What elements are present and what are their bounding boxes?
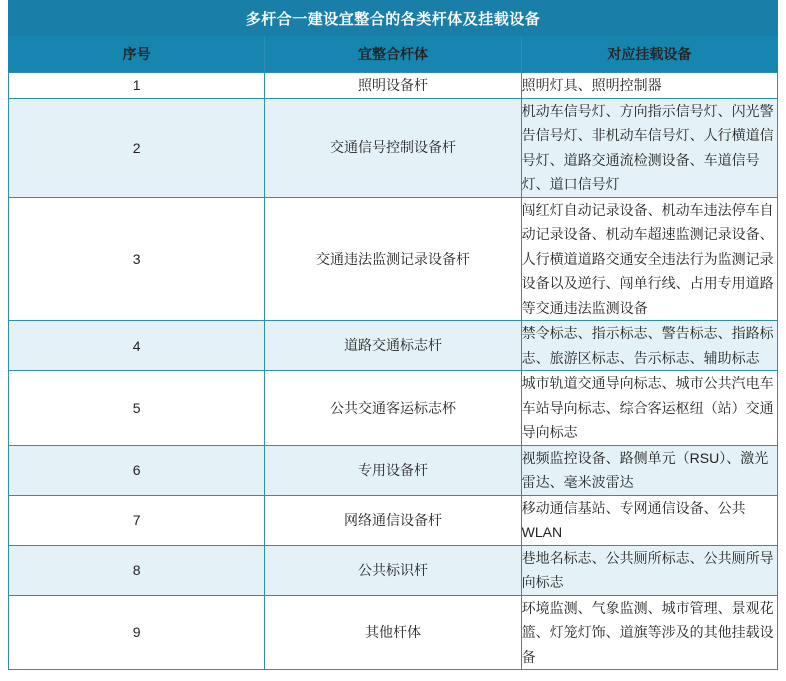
row-equipment: 巷地名标志、公共厕所标志、公共厕所导向标志	[521, 545, 777, 595]
row-pole: 公共交通客运标志杯	[265, 371, 521, 446]
table-row	[9, 321, 778, 371]
row-pole: 交通信号控制设备杆	[265, 98, 521, 197]
row-equipment: 城市轨道交通导向标志、城市公共汽电车车站导向标志、综合客运枢纽（站）交通导向标志	[521, 371, 777, 446]
row-index: 8	[9, 545, 265, 595]
table-row	[9, 595, 778, 670]
row-pole: 专用设备杆	[265, 445, 521, 495]
row-pole: 交通违法监测记录设备杆	[265, 197, 521, 321]
table-title: 多杆合一建设宜整合的各类杆体及挂载设备	[9, 1, 778, 36]
row-equipment: 视频监控设备、路侧单元（RSU）、激光雷达、毫米波雷达	[521, 445, 777, 495]
row-index: 1	[9, 73, 265, 99]
table-row	[9, 545, 778, 595]
column-header-pole: 宜整合杆体	[265, 36, 521, 73]
row-index: 7	[9, 495, 265, 545]
row-index: 6	[9, 445, 265, 495]
row-equipment: 移动通信基站、专网通信设备、公共 WLAN	[521, 495, 777, 545]
pole-integration-table	[8, 0, 778, 670]
row-equipment: 机动车信号灯、方向指示信号灯、闪光警告信号灯、非机动车信号灯、人行横道信号灯、道路交通流检测设备、车道信号灯、道口信号灯	[521, 98, 777, 197]
table-row	[9, 98, 778, 197]
row-equipment: 闯红灯自动记录设备、机动车违法停车自动记录设备、机动车超速监测记录设备、人行横道道路交通安全违法行为监测记录设备以及逆行、闯单行线、占用专用道路等交通违法监测设备	[521, 197, 777, 321]
table-row	[9, 495, 778, 545]
row-index: 5	[9, 371, 265, 446]
table-title-row	[9, 1, 778, 36]
row-pole: 网络通信设备杆	[265, 495, 521, 545]
row-pole: 照明设备杆	[265, 73, 521, 99]
column-header-equipment: 对应挂载设备	[521, 36, 777, 73]
row-index: 9	[9, 595, 265, 670]
table-row	[9, 73, 778, 99]
row-index: 2	[9, 98, 265, 197]
row-equipment: 禁令标志、指示标志、警告标志、指路标志、旅游区标志、告示标志、辅助标志	[521, 321, 777, 371]
row-index: 4	[9, 321, 265, 371]
table-row	[9, 371, 778, 446]
row-index: 3	[9, 197, 265, 321]
row-equipment: 照明灯具、照明控制器	[521, 73, 777, 99]
row-pole: 道路交通标志杆	[265, 321, 521, 371]
row-equipment: 环境监测、气象监测、城市管理、景观花篮、灯笼灯饰、道旗等涉及的其他挂载设备	[521, 595, 777, 670]
table-header-row	[9, 36, 778, 73]
table-row	[9, 445, 778, 495]
table-row	[9, 197, 778, 321]
column-header-index: 序号	[9, 36, 265, 73]
row-pole: 其他杆体	[265, 595, 521, 670]
row-pole: 公共标识杆	[265, 545, 521, 595]
